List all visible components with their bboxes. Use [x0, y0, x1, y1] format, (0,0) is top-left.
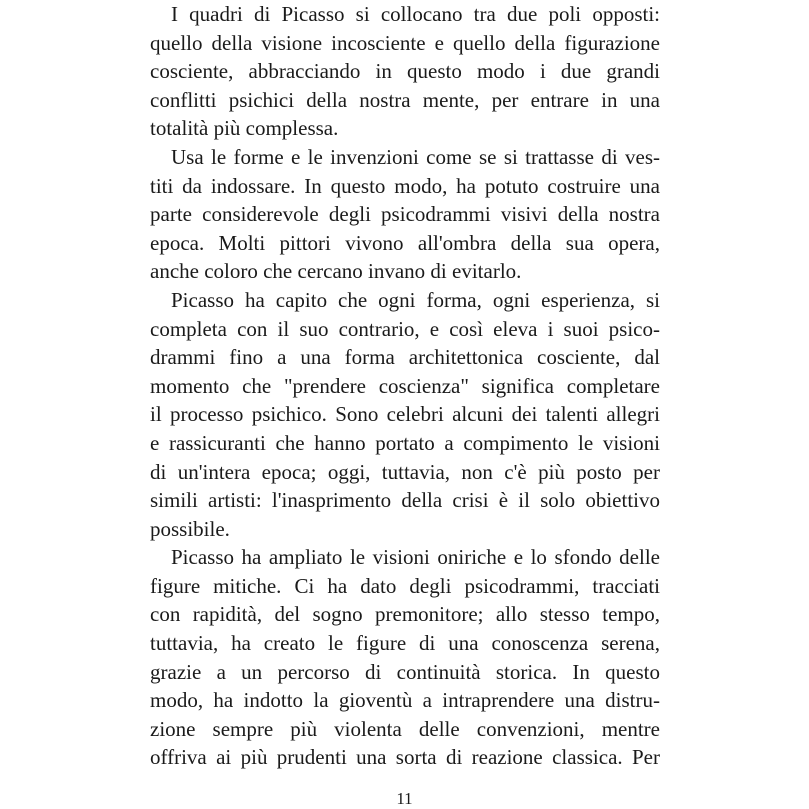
- text-line: parte considerevole degli psicodrammi visivi della nostra: [150, 202, 660, 227]
- text-line: momento che "prendere coscienza" significa completare: [150, 373, 660, 398]
- text-line: possibile.: [150, 516, 230, 541]
- text-line: tuttavia, ha creato le figure di una conoscenza serena,: [150, 631, 660, 656]
- text-line: il processo psichico. Sono celebri alcuni dei talenti allegri: [150, 402, 660, 427]
- text-line: e rassicuranti che hanno portato a compimento le visioni: [150, 430, 660, 455]
- paragraph-3: [150, 286, 660, 543]
- page-body: [150, 0, 660, 772]
- text-line: di un'intera epoca; oggi, tuttavia, non c'è più posto per: [150, 459, 660, 484]
- text-line: con rapidità, del sogno premonitore; allo stesso tempo,: [150, 602, 660, 627]
- page-number: 11: [396, 789, 413, 808]
- text-line: Usa le forme e le invenzioni come se si trattasse di ves-: [171, 144, 660, 169]
- text-line: conflitti psichici della nostra mente, per entrare in una: [150, 87, 660, 112]
- text-line: quello della visione incosciente e quello della figurazione: [150, 30, 660, 55]
- text-line: epoca. Molti pittori vivono all'ombra della sua opera,: [150, 230, 660, 255]
- text-line: Picasso ha ampliato le visioni oniriche e lo sfondo delle: [171, 545, 660, 570]
- text-line: anche coloro che cercano invano di evitarlo.: [150, 259, 522, 284]
- paragraph-1: [150, 0, 660, 143]
- text-line: drammi fino a una forma architettonica cosciente, dal: [150, 345, 660, 370]
- text-line: completa con il suo contrario, e così eleva i suoi psico-: [150, 316, 660, 341]
- text-line: simili artisti: l'inasprimento della crisi è il solo obiettivo: [150, 488, 660, 513]
- text-line: Picasso ha capito che ogni forma, ogni esperienza, si: [171, 287, 660, 312]
- text-line: cosciente, abbracciando in questo modo i due grandi: [150, 59, 660, 84]
- text-line: totalità più complessa.: [150, 116, 339, 141]
- text-line: zione sempre più violenta delle convenzioni, mentre: [150, 716, 660, 741]
- text-line: grazie a un percorso di continuità storica. In questo: [150, 659, 660, 684]
- text-line: offriva ai più prudenti una sorta di reazione classica. Per: [150, 745, 660, 770]
- paragraph-4: [150, 543, 660, 772]
- text-line: I quadri di Picasso si collocano tra due poli opposti:: [171, 2, 660, 26]
- text-line: titi da indossare. In questo modo, ha potuto costruire una: [150, 173, 660, 198]
- text-line: figure mitiche. Ci ha dato degli psicodrammi, tracciati: [150, 573, 660, 598]
- paragraph-2: [150, 143, 660, 286]
- text-line: modo, ha indotto la gioventù a intraprendere una distru-: [150, 688, 660, 713]
